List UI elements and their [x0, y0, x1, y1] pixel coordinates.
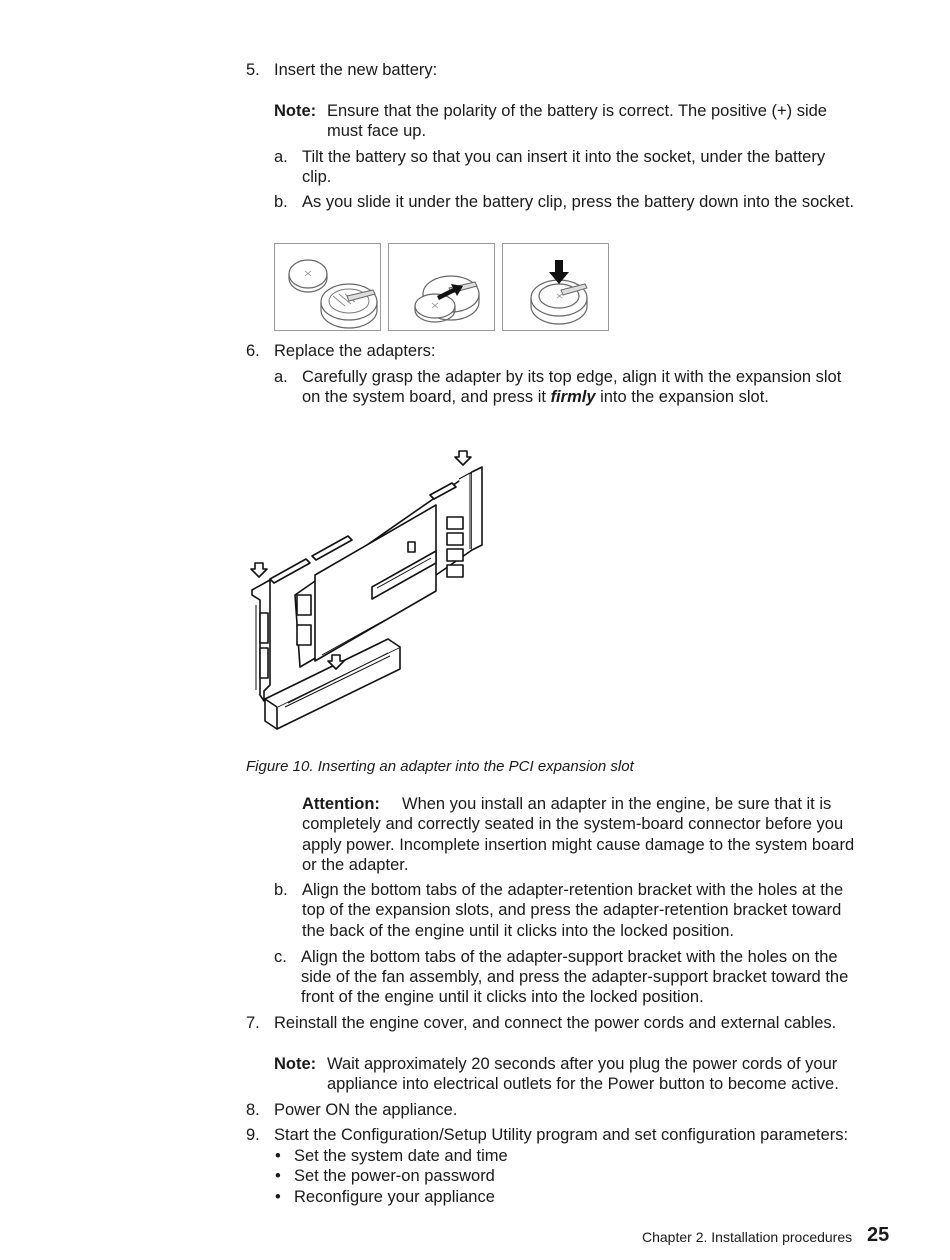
step-9-bullet-1: Set the system date and time: [294, 1147, 508, 1165]
step-6a-line-2-post: into the expansion slot.: [595, 388, 769, 406]
bullet-dot: •: [275, 1167, 281, 1185]
step-6b-line-2: top of the expansion slots, and press the adapter-retention bracket toward: [302, 901, 842, 919]
figure-10-caption: Figure 10. Inserting an adapter into the PCI expansion slot: [246, 758, 634, 775]
step-6a-line-2: [302, 387, 769, 408]
step-5b-line-1: As you slide it under the battery clip, press the battery down into the socket.: [302, 193, 855, 211]
step-5a-label: a.: [274, 148, 288, 166]
step-6-number: 6.: [246, 342, 260, 360]
battery-tilt-image: [274, 243, 381, 331]
step-6c-line-3: front of the engine until it clicks into the locked position.: [301, 988, 704, 1006]
adapter-figure: [240, 445, 500, 745]
step-5b-label: b.: [274, 193, 288, 211]
step-9-bullet-3: Reconfigure your appliance: [294, 1188, 495, 1206]
step-7-note-label: Note:: [274, 1055, 317, 1073]
step-5-note-line-2: must face up.: [327, 122, 427, 140]
step-5-note-label: Note:: [274, 102, 317, 120]
step-6a-line-2-pre: on the system board, and press it: [302, 388, 551, 406]
attention-line-3: apply power. Incomplete insertion might cause damage to the system board: [302, 836, 855, 854]
step-5-number: 5.: [246, 61, 260, 79]
step-5a-line-2: clip.: [302, 168, 332, 186]
step-6a-emphasis: firmly: [550, 388, 596, 406]
bullet-dot: •: [275, 1188, 281, 1206]
step-6b-label: b.: [274, 881, 288, 899]
step-7-note-line-2: appliance into electrical outlets for the Power button to become active.: [327, 1075, 839, 1093]
bullet-dot: •: [275, 1147, 281, 1165]
step-9-number: 9.: [246, 1126, 260, 1144]
battery-press-image: [502, 243, 609, 331]
battery-slide-image: [388, 243, 495, 331]
step-9-text: Start the Configuration/Setup Utility program and set configuration parameters:: [274, 1126, 849, 1144]
step-6c-line-1: Align the bottom tabs of the adapter-support bracket with the holes on the: [301, 948, 838, 966]
step-9-bullet-2: Set the power-on password: [294, 1167, 495, 1185]
step-6b-line-3: the back of the engine until it clicks into the locked position.: [302, 922, 735, 940]
step-7-note-line-1: Wait approximately 20 seconds after you plug the power cords of your: [327, 1055, 838, 1073]
attention-line-2: completely and correctly seated in the system-board connector before you: [302, 815, 844, 833]
step-6c-line-2: side of the fan assembly, and press the adapter-support bracket toward the: [301, 968, 849, 986]
step-7-number: 7.: [246, 1014, 260, 1032]
attention-label: Attention:: [302, 795, 380, 813]
step-6a-line-1: Carefully grasp the adapter by its top edge, align it with the expansion slot: [302, 368, 842, 386]
step-7-text: Reinstall the engine cover, and connect the power cords and external cables.: [274, 1014, 837, 1032]
step-6b-line-1: Align the bottom tabs of the adapter-retention bracket with the holes at the: [302, 881, 844, 899]
step-5-note-line-1: Ensure that the polarity of the battery is correct. The positive (+) side: [327, 102, 827, 120]
attention-line-4: or the adapter.: [302, 856, 409, 874]
step-8-number: 8.: [246, 1101, 260, 1119]
step-5a-line-1: Tilt the battery so that you can insert it into the socket, under the battery: [302, 148, 826, 166]
step-8-text: Power ON the appliance.: [274, 1101, 458, 1119]
attention-line-1: When you install an adapter in the engine, be sure that it is: [402, 795, 832, 813]
step-6a-label: a.: [274, 368, 288, 386]
footer-chapter: Chapter 2. Installation procedures: [642, 1229, 853, 1245]
page-number: 25: [867, 1224, 890, 1246]
step-6-text: Replace the adapters:: [274, 342, 436, 360]
step-6c-label: c.: [274, 948, 287, 966]
step-5-text: Insert the new battery:: [274, 61, 438, 79]
